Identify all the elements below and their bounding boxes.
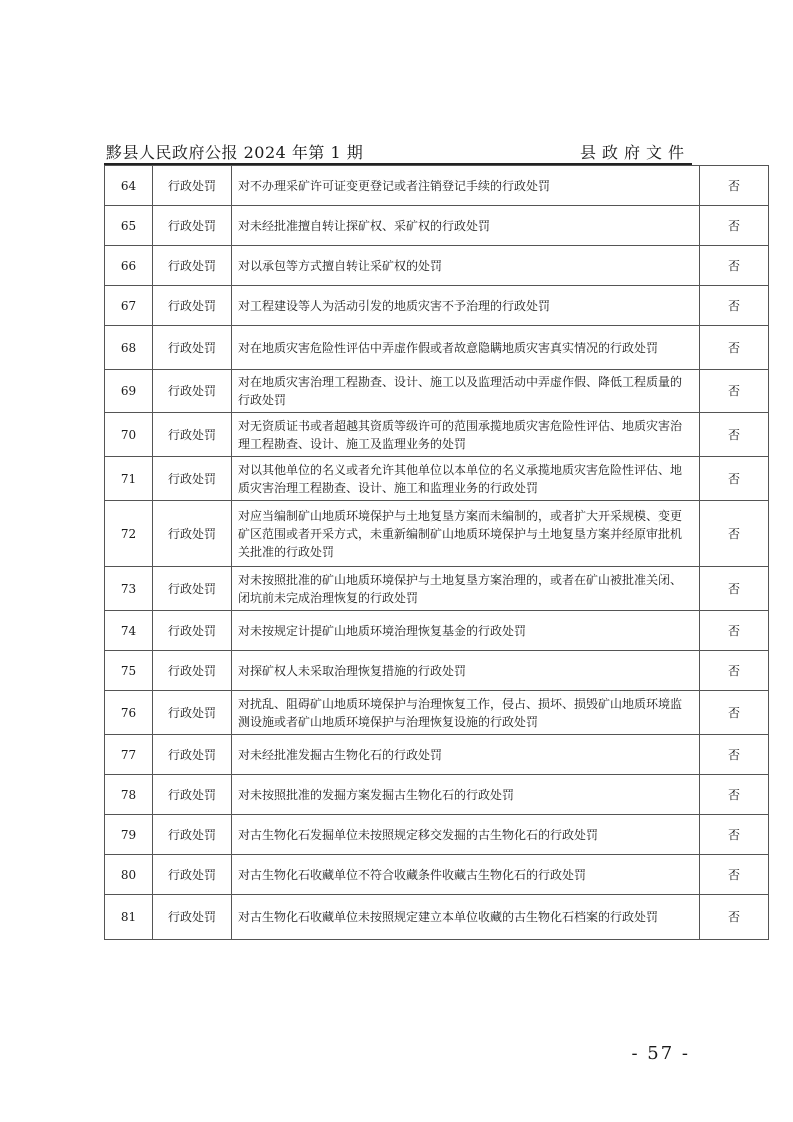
row-flag: 否	[700, 691, 769, 735]
row-flag: 否	[700, 815, 769, 855]
row-number: 70	[105, 413, 153, 457]
row-item-name: 对在地质灾害治理工程勘查、设计、施工以及监理活动中弄虚作假、降低工程质量的行政处罚	[232, 370, 700, 413]
row-number: 66	[105, 246, 153, 286]
row-flag: 否	[700, 326, 769, 370]
row-flag: 否	[700, 855, 769, 895]
row-flag: 否	[700, 567, 769, 611]
row-type: 行政处罚	[153, 691, 232, 735]
table-row	[105, 691, 769, 735]
row-item-name: 对探矿权人未采取治理恢复措施的行政处罚	[232, 651, 700, 691]
table-row	[105, 206, 769, 246]
row-number: 75	[105, 651, 153, 691]
table-row	[105, 501, 769, 567]
table-row	[105, 611, 769, 651]
row-number: 64	[105, 166, 153, 206]
row-item-name: 对未按照批准的发掘方案发掘古生物化石的行政处罚	[232, 775, 700, 815]
row-item-name: 对未经批准擅自转让探矿权、采矿权的行政处罚	[232, 206, 700, 246]
row-item-name: 对不办理采矿许可证变更登记或者注销登记手续的行政处罚	[232, 166, 700, 206]
table-row	[105, 286, 769, 326]
row-flag: 否	[700, 370, 769, 413]
row-type: 行政处罚	[153, 457, 232, 501]
row-number: 76	[105, 691, 153, 735]
table-row	[105, 370, 769, 413]
row-flag: 否	[700, 501, 769, 567]
penalty-table	[104, 165, 769, 940]
row-item-name: 对在地质灾害危险性评估中弄虚作假或者故意隐瞒地质灾害真实情况的行政处罚	[232, 326, 700, 370]
row-number: 71	[105, 457, 153, 501]
table-row	[105, 166, 769, 206]
row-number: 81	[105, 895, 153, 940]
table-row	[105, 815, 769, 855]
row-item-name: 对古生物化石收藏单位不符合收藏条件收藏古生物化石的行政处罚	[232, 855, 700, 895]
section-title: 县政府文件	[579, 143, 690, 162]
table-row	[105, 326, 769, 370]
row-type: 行政处罚	[153, 815, 232, 855]
row-flag: 否	[700, 457, 769, 501]
table-row	[105, 457, 769, 501]
row-flag: 否	[700, 895, 769, 940]
row-item-name: 对未按照批准的矿山地质环境保护与土地复垦方案治理的，或者在矿山被批准关闭、闭坑前未完成治理恢复的行政处罚	[232, 567, 700, 611]
row-number: 78	[105, 775, 153, 815]
row-item-name: 对应当编制矿山地质环境保护与土地复垦方案而未编制的，或者扩大开采规模、变更矿区范围或者开采方式，未重新编制矿山地质环境保护与土地复垦方案并经原审批机关批准的行政处罚	[232, 501, 700, 567]
row-item-name: 对古生物化石收藏单位未按照规定建立本单位收藏的古生物化石档案的行政处罚	[232, 895, 700, 940]
row-number: 72	[105, 501, 153, 567]
row-flag: 否	[700, 651, 769, 691]
row-item-name: 对古生物化石发掘单位未按照规定移交发掘的古生物化石的行政处罚	[232, 815, 700, 855]
table-row	[105, 895, 769, 940]
table-body	[105, 166, 769, 940]
row-item-name: 对以其他单位的名义或者允许其他单位以本单位的名义承揽地质灾害危险性评估、地质灾害治理工程勘查、设计、施工和监理业务的行政处罚	[232, 457, 700, 501]
row-number: 74	[105, 611, 153, 651]
page-number: - 57 -	[631, 1043, 690, 1064]
row-flag: 否	[700, 735, 769, 775]
row-type: 行政处罚	[153, 651, 232, 691]
table-row	[105, 413, 769, 457]
table-row	[105, 735, 769, 775]
table-row	[105, 567, 769, 611]
row-type: 行政处罚	[153, 286, 232, 326]
row-flag: 否	[700, 611, 769, 651]
row-type: 行政处罚	[153, 895, 232, 940]
row-flag: 否	[700, 206, 769, 246]
row-type: 行政处罚	[153, 246, 232, 286]
row-type: 行政处罚	[153, 166, 232, 206]
row-item-name: 对工程建设等人为活动引发的地质灾害不予治理的行政处罚	[232, 286, 700, 326]
row-type: 行政处罚	[153, 326, 232, 370]
table-row	[105, 651, 769, 691]
row-type: 行政处罚	[153, 501, 232, 567]
table-row	[105, 855, 769, 895]
row-flag: 否	[700, 286, 769, 326]
table-row	[105, 246, 769, 286]
row-type: 行政处罚	[153, 611, 232, 651]
row-item-name: 对未经批准发掘古生物化石的行政处罚	[232, 735, 700, 775]
row-type: 行政处罚	[153, 413, 232, 457]
bulletin-title: 黟县人民政府公报 2024 年第 1 期	[106, 143, 364, 162]
row-number: 79	[105, 815, 153, 855]
row-type: 行政处罚	[153, 567, 232, 611]
row-number: 67	[105, 286, 153, 326]
row-type: 行政处罚	[153, 370, 232, 413]
row-number: 73	[105, 567, 153, 611]
row-number: 68	[105, 326, 153, 370]
row-flag: 否	[700, 775, 769, 815]
row-item-name: 对无资质证书或者超越其资质等级许可的范围承揽地质灾害危险性评估、地质灾害治理工程勘查、设计、施工及监理业务的处罚	[232, 413, 700, 457]
row-item-name: 对以承包等方式擅自转让采矿权的处罚	[232, 246, 700, 286]
row-number: 77	[105, 735, 153, 775]
row-flag: 否	[700, 246, 769, 286]
row-flag: 否	[700, 166, 769, 206]
row-type: 行政处罚	[153, 855, 232, 895]
page-header	[106, 140, 690, 164]
row-type: 行政处罚	[153, 775, 232, 815]
row-number: 80	[105, 855, 153, 895]
row-number: 65	[105, 206, 153, 246]
row-type: 行政处罚	[153, 735, 232, 775]
row-number: 69	[105, 370, 153, 413]
table-row	[105, 775, 769, 815]
row-item-name: 对扰乱、阻碍矿山地质环境保护与治理恢复工作，侵占、损坏、损毁矿山地质环境监测设施或者矿山地质环境保护与治理恢复设施的行政处罚	[232, 691, 700, 735]
row-flag: 否	[700, 413, 769, 457]
row-type: 行政处罚	[153, 206, 232, 246]
row-item-name: 对未按规定计提矿山地质环境治理恢复基金的行政处罚	[232, 611, 700, 651]
